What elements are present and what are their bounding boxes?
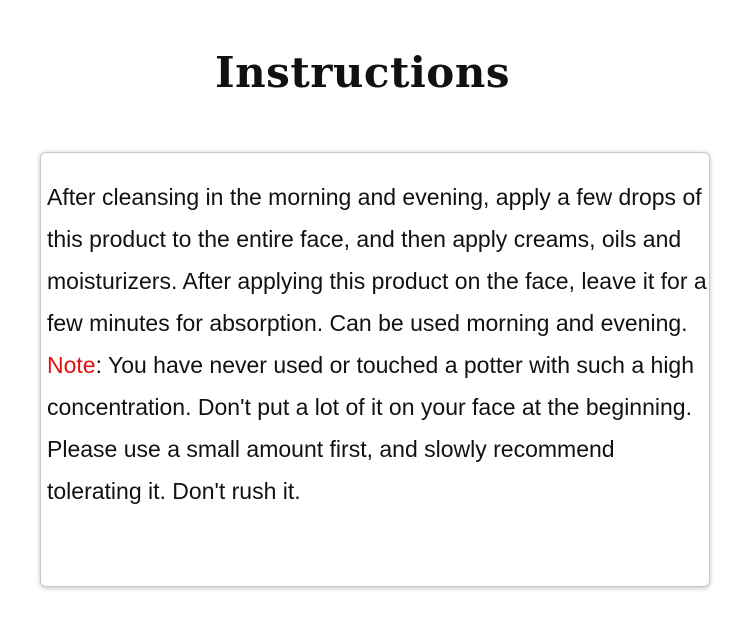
page-title: Instructions bbox=[214, 48, 511, 97]
instructions-card bbox=[40, 152, 710, 587]
usage-paragraph: After cleansing in the morning and evening, apply a few drops of this product to the entire face, and then apply creams, oils and moisturizers. After applying this product on the face, leave it for a few minutes for absorption. Can be used morning and evening. bbox=[47, 184, 707, 336]
instructions-text bbox=[47, 176, 709, 512]
note-label: Note bbox=[47, 352, 96, 378]
note-text: : You have never used or touched a potter with such a high concentration. Don't put a lot of it on your face at the beginning. Please use a small amount first, and slowly recommend tolerating it. Don't rush it. bbox=[47, 352, 695, 504]
